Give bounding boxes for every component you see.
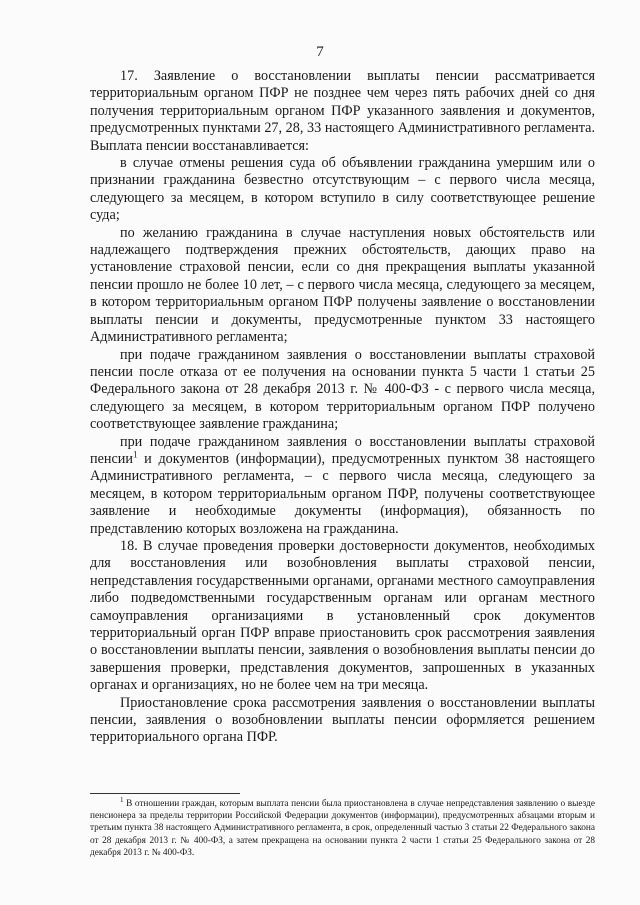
paragraph-suspension: Приостановление срока рассмотрения заявления о восстановлении выплаты пенсии, заявления о возобновлении выплаты пенсии оформляется решением территориального органа ПФР. xyxy=(90,694,595,746)
document-body xyxy=(90,68,595,747)
paragraph-refusal-withdrawal: при подаче гражданином заявления о восстановлении выплаты страховой пенсии после отказа от ее получения на основании пункта 5 части 1 статьи 25 Федерального закона от 28 декабря 2013 г. № 400-ФЗ - с первого числа месяца, следующего за месяцем, в котором территориальным органом ПФР получено соответствующее заявление гражданина; xyxy=(90,346,595,433)
footnote-text: В отношении граждан, которым выплата пенсии была приостановлена в случае непредставления заявлению о выезде пенсионера за пределы территории Российской Федерации документов (информации), предусмотренных абзацами вторым и третьим пункта 38 настоящего Административного регламента, в срок, определенный частью 3 статьи 22 Федерального закона от 28 декабря 2013 г. № 400-ФЗ, а затем прекращена на основании пункта 2 части 1 статьи 25 Федерального закона от 28 декабря 2013 г. № 400-ФЗ. xyxy=(90,799,595,858)
footnote xyxy=(90,795,595,859)
footnote-marker: 1 xyxy=(120,795,124,804)
paragraph-18: 18. В случае проведения проверки достоверности документов, необходимых для восстановления или возобновления выплаты страховой пенсии, непредставления государственными органами, органами местного самоуправления либо подведомственными государственным органам или органам местного самоуправления организациями в установленный срок документов территориальный орган ПФР вправе приостановить срок рассмотрения заявления о восстановлении выплаты пенсии, заявления о возобновления выплаты пенсии до завершения проверки, представления документов, запрошенных в указанных органах и организациях, но не более чем на три месяца. xyxy=(90,537,595,694)
paragraph-new-circumstances: по желанию гражданина в случае наступления новых обстоятельств или надлежащего подтверждения прежних обстоятельств, дающих право на установление страховой пенсии, если со дня прекращения выплаты указанной пенсии прошло не более 10 лет, – с первого числа месяца, следующего за месяцем, в котором территориальным органом ПФР получены заявление о восстановлении выплаты пенсии и документы, предусмотренные пунктом 33 настоящего Административного регламента; xyxy=(90,224,595,346)
paragraph-court-decision: в случае отмены решения суда об объявлении гражданина умершим или о признании гражданина безвестно отсутствующим – с первого числа месяца, следующего за месяцем, в котором вступило в силу соответствующее решение суда; xyxy=(90,155,595,224)
page-number: 7 xyxy=(316,44,324,60)
footnote-divider xyxy=(90,793,240,794)
paragraph-text-part: при подаче гражданином заявления о восстановлении выплаты страховой пенсии xyxy=(90,433,595,467)
paragraph-17: 17. Заявление о восстановлении выплаты пенсии рассматривается территориальным органом ПФР не позднее чем через пять рабочих дней со дня получения территориальным органом ПФР указанного заявления и документов, предусмотренных пунктами 27, 28, 33 настоящего Административного регламента. Выплата пенсии восстанавливается: xyxy=(90,68,595,154)
paragraph-text-part: и документов (информации), предусмотренных пунктом 38 настоящего Административного регламента, – с первого числа месяца, следующего за месяцем, в котором территориальным органом ПФР, получены соответствующее заявление и необходимые документы (информация), обязанность по представлению которых возложена на гражданина. xyxy=(90,450,595,537)
paragraph-documents-information xyxy=(90,434,595,538)
footnote-reference: 1 xyxy=(132,449,138,460)
